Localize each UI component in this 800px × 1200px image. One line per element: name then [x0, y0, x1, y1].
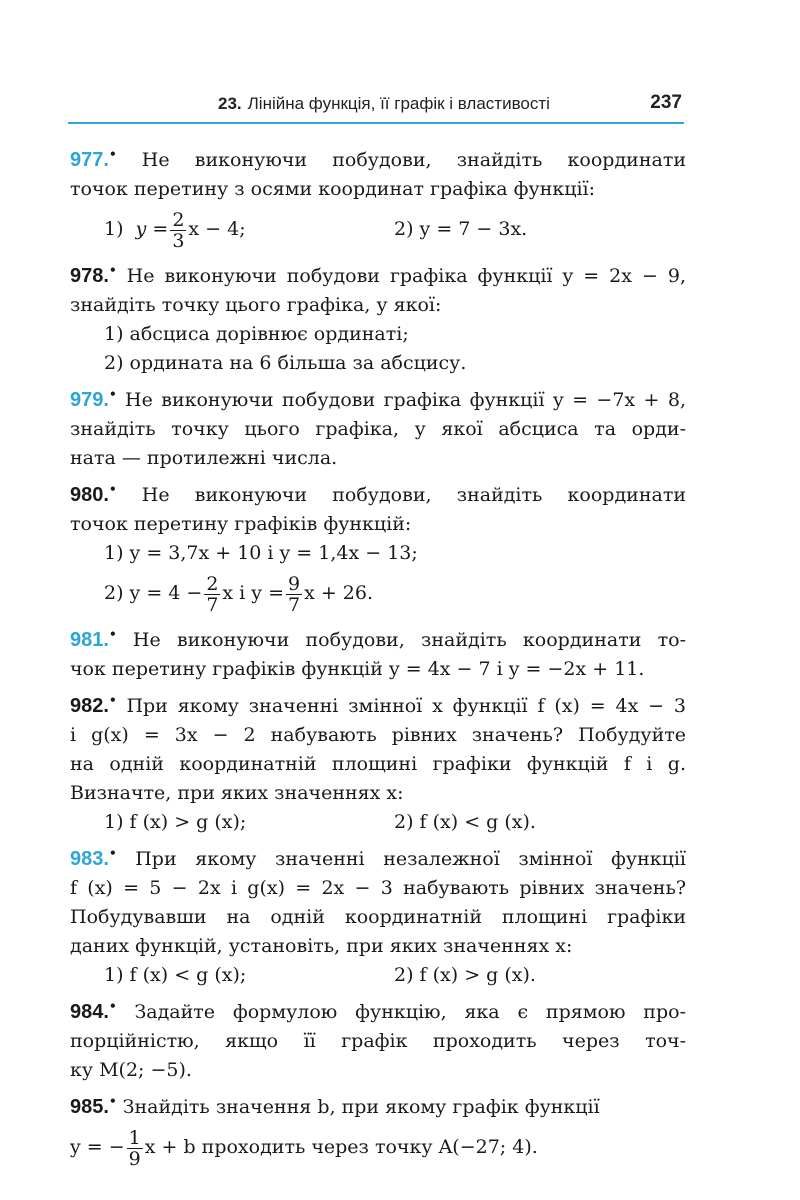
- problem-979: 979.• Не виконуючи побудови графіка функції y = −7x + 8, знайдіть точку цього графіка, у якої абсциса та орди- ната — протилежні числа.: [70, 387, 687, 469]
- problem-982: 982.• При якому значенні змінної x функції f (x) = 4x − 3 і g(x) = 3x − 2 набувають рівних значень? Побудуйте на одній координатній площині графіки функцій f і g. Визначте, при яких значеннях x: 1) f (x) > g (x); 2) f (x) < g (x).: [70, 693, 686, 833]
- problem-980: 980.• Не виконуючи побудови, знайдіть координати точок перетину графіків функцій: 1) y = 3,7x + 10 і y = 1,4x − 13; 2) y = 4 − $\frac{2}{7}$ x і y = $\frac{9}{7}$ x + 26.: [70, 482, 686, 616]
- problem-984: 984.• Задайте формулою функцію, яка є прямою про- порційністю, якщо її графік проходить через точ- ку M(2; −5).: [70, 999, 686, 1081]
- section-title: 23. Лінійна функція, її графік і властивості: [218, 94, 550, 113]
- problem-978: 978.• Не виконуючи побудови графіка функції y = 2x − 9, знайдіть точку цього графіка, у якої: 1) абсциса дорівнює ординаті; 2) ордината на 6 більша за абсцису.: [70, 263, 687, 374]
- running-header: [68, 92, 684, 124]
- exercise-list: [70, 140, 686, 1174]
- page-number: 237: [650, 92, 682, 113]
- problem-977: 977.• Не виконуючи побудови, знайдіть координати точок перетину з осями координат графіка функції: 1) y = $\frac{2}{3}$ x − 4; 2) y = 7 − 3x.: [70, 147, 686, 252]
- problem-985: 985.• Знайдіть значення b, при якому графік функції y = − $\frac{1}{9}$ x + b проходить через точку A(−27; 4).: [70, 1094, 600, 1170]
- problem-981: 981.• Не виконуючи побудови, знайдіть координати то- чок перетину графіків функцій y = 4x − 7 і y = −2x + 11.: [70, 627, 686, 680]
- problem-983: 983.• При якому значенні незалежної змінної функції f (x) = 5 − 2x і g(x) = 2x − 3 набувають рівних значень? Побудувавши на одній координатній площині графіки даних функцій, установіть, при яких значеннях x: 1) f (x) < g (x); 2) f (x) > g (x).: [70, 846, 686, 986]
